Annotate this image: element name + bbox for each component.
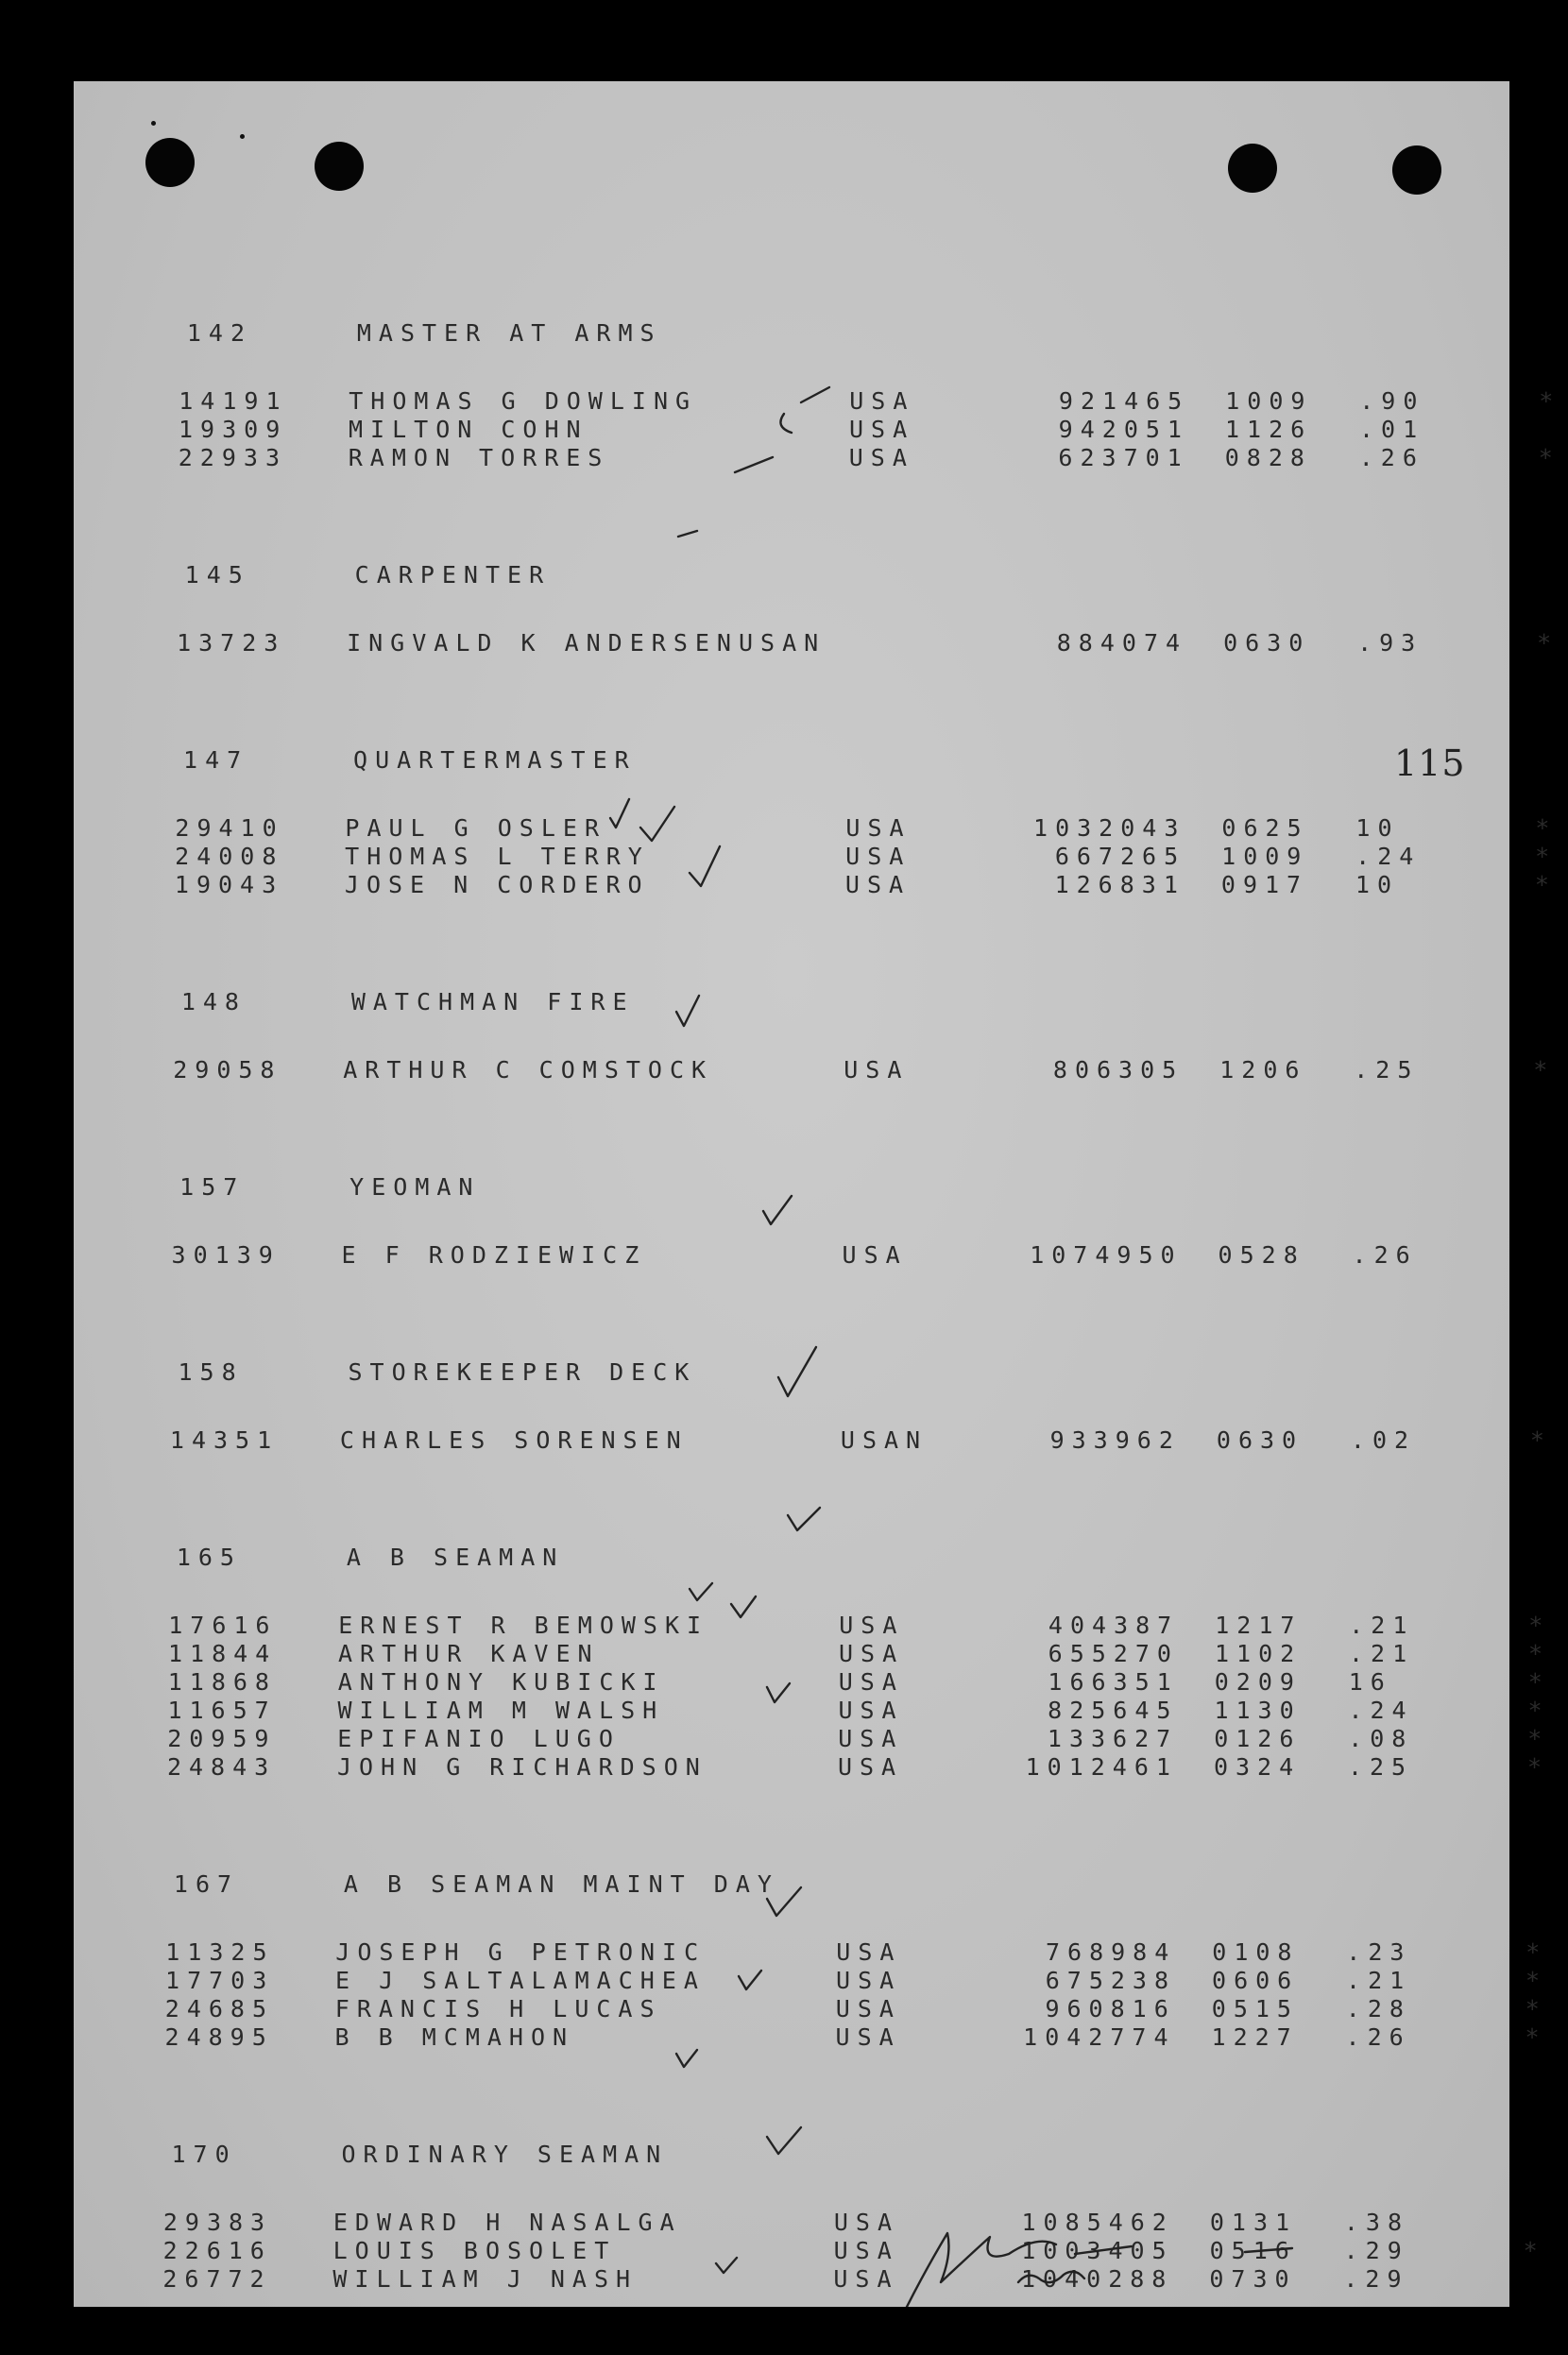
asterisk-mark: * [1525,1995,1540,2022]
account-number: 623701 [1058,444,1189,471]
employee-name: EPIFANIO LUGO [337,1725,621,1752]
employee-number: 14351 [169,1426,280,1454]
section-code: 142 [186,319,252,347]
citizenship: USA [836,1967,902,1994]
date-code: 0131 [1209,2209,1298,2236]
date-code: 0108 [1212,1938,1300,1966]
employee-number: 20959 [167,1725,277,1752]
section-code: 170 [171,2141,237,2168]
asterisk-mark: * [1527,1640,1543,1667]
date-code: 1009 [1225,387,1313,415]
employee-name: ERNEST R BEMOWSKI [338,1612,709,1639]
date-code: 0528 [1218,1241,1305,1269]
account-number: 1042774 [1023,2023,1176,2051]
citizenship: USA [833,2209,899,2236]
rate-value: .24 [1348,1697,1414,1724]
employee-name: E F RODZIEWICZ [341,1241,647,1269]
asterisk-mark: * [1526,1753,1542,1781]
paper-speck [151,121,156,126]
employee-number: 29383 [162,2209,273,2236]
employee-number: 22933 [178,444,287,471]
employee-number: 11657 [167,1697,277,1724]
date-code: 1227 [1211,2023,1299,2051]
section-title: YEOMAN [349,1173,481,1201]
section-title: CARPENTER [354,561,552,589]
section-code: 158 [178,1358,244,1386]
account-number: 404387 [1048,1612,1180,1639]
account-number: 1012461 [1025,1753,1178,1781]
rate-value: .23 [1346,1938,1412,1966]
section-title: A B SEAMAN MAINT DAY [343,1870,779,1898]
employee-name: B B MCMAHON [334,2023,575,2051]
punch-hole-right-1 [1228,144,1277,193]
asterisk-mark: * [1527,1668,1542,1696]
asterisk-mark: * [1528,1612,1543,1639]
punch-hole-right-2 [1392,145,1441,195]
rate-value: .21 [1348,1640,1415,1667]
section-title: WATCHMAN FIRE [350,988,635,1015]
section-code: 145 [184,561,250,589]
rate-value: 10 [1355,814,1400,842]
employee-number: 14191 [179,387,288,415]
rate-value: .21 [1349,1612,1415,1639]
account-number: 1032043 [1033,814,1186,842]
rate-value: .29 [1343,2237,1409,2264]
section-code: 147 [183,746,249,774]
employee-name: JOSEPH G PETRONIC [335,1938,707,1966]
account-number: 825645 [1048,1697,1179,1724]
date-code: 0828 [1224,444,1312,471]
citizenship: USA [838,1668,904,1696]
citizenship: USA [839,1612,905,1639]
rate-value: .26 [1345,2023,1411,2051]
account-number: 126831 [1054,871,1185,898]
account-number: 921465 [1058,387,1190,415]
asterisk-mark: * [1527,1725,1542,1752]
employee-name: JOHN G RICHARDSON [336,1753,707,1781]
section-code: 148 [180,988,247,1015]
employee-number: 19309 [178,416,288,443]
employee-number: 24008 [175,843,284,870]
asterisk-mark: * [1525,1938,1541,1966]
employee-name: WILLIAM M WALSH [337,1697,665,1724]
citizenship: USA [844,871,912,898]
section-title: STOREKEEPER DECK [348,1358,697,1386]
asterisk-mark: * [1539,387,1554,415]
asterisk-mark: * [1527,1697,1542,1724]
rate-value: .93 [1357,629,1423,657]
date-code: 0730 [1209,2265,1297,2293]
employee-name: WILLIAM J NASH [332,2265,639,2293]
employee-number: 29410 [175,814,284,842]
employee-number: 26772 [162,2265,272,2293]
employee-name: THOMAS G DOWLING [349,387,698,415]
citizenship: USA [835,2023,901,2051]
citizenship: USA [838,1725,904,1752]
employee-number: 11844 [167,1640,278,1667]
rate-value: .24 [1355,843,1422,870]
employee-name: JOSE N CORDERO [344,871,650,898]
page-number: 115 [1394,742,1466,784]
date-code: 0625 [1221,814,1309,842]
asterisk-mark: * [1534,871,1549,898]
employee-name: E J SALTALAMACHEA [335,1967,706,1994]
citizenship: USA [838,1697,904,1724]
section-title: A B SEAMAN [346,1544,565,1571]
rate-value: .25 [1347,1753,1414,1781]
citizenship: USAN [840,1426,929,1454]
paper-speck [240,134,245,139]
date-code: 1009 [1221,843,1309,870]
employee-number: 17616 [168,1612,278,1639]
employee-number: 24685 [164,1995,275,2022]
citizenship: USA [844,1056,910,1084]
account-number: 655270 [1048,1640,1179,1667]
rate-value: 10 [1355,871,1399,898]
employee-number: 19043 [174,871,284,898]
rate-value: .29 [1343,2265,1409,2293]
section-title: ORDINARY SEAMAN [341,2141,669,2168]
citizenship: USA [833,2237,899,2264]
rate-value: .08 [1348,1725,1414,1752]
citizenship: USA [837,1753,904,1781]
citizenship: USA [848,444,914,471]
asterisk-mark: * [1535,843,1550,870]
section-code: 165 [176,1544,242,1571]
citizenship: USA [845,814,912,842]
account-number: 1003405 [1021,2237,1174,2264]
citizenship: USA [842,1241,908,1269]
employee-name: ANTHONY KUBICKI [337,1668,665,1696]
date-code: 1217 [1215,1612,1303,1639]
employee-number: 17703 [165,1967,275,1994]
account-number: 960816 [1045,1995,1176,2022]
punch-hole-left-1 [145,138,195,187]
date-code: 0324 [1213,1753,1302,1781]
account-number: 942051 [1058,416,1189,443]
employee-name: INGVALD K ANDERSENUSAN [347,629,827,657]
section-title: MASTER AT ARMS [356,319,662,347]
date-code: 0126 [1214,1725,1302,1752]
employee-name: ARTHUR KAVEN [337,1640,600,1667]
rate-value: .01 [1358,416,1425,443]
asterisk-mark: * [1533,1056,1548,1084]
rate-value: .02 [1350,1426,1417,1454]
account-number: 768984 [1045,1938,1177,1966]
asterisk-mark: * [1523,2237,1538,2264]
account-number: 667265 [1054,843,1186,870]
employee-number: 24843 [166,1753,277,1781]
employee-name: LOUIS BOSOLET [332,2237,617,2264]
date-code: 0630 [1223,629,1311,657]
date-code: 0630 [1216,1426,1304,1454]
employee-number: 30139 [171,1241,281,1269]
employee-number: 13723 [177,629,286,657]
date-code: 0209 [1214,1668,1302,1696]
document-page [74,81,1554,2307]
rate-value: .25 [1354,1056,1420,1084]
employee-number: 24895 [164,2023,274,2051]
account-number: 166351 [1048,1668,1179,1696]
employee-number: 11868 [167,1668,277,1696]
account-number: 1085462 [1021,2209,1174,2236]
employee-number: 29058 [173,1056,282,1084]
employee-name: MILTON COHN [348,416,588,443]
account-number: 1074950 [1030,1241,1183,1269]
asterisk-mark: * [1525,1967,1541,1994]
rate-value: .26 [1352,1241,1418,1269]
citizenship: USA [833,2265,899,2293]
section-title: QUARTERMASTER [353,746,637,774]
employee-name: EDWARD H NASALGA [332,2209,682,2236]
asterisk-mark: * [1535,814,1550,842]
citizenship: USA [838,1640,905,1667]
rate-value: .28 [1345,1995,1411,2022]
rate-value: .90 [1359,387,1425,415]
account-number: 133627 [1047,1725,1179,1752]
rate-value: .38 [1343,2209,1409,2236]
employee-number: 11325 [165,1938,275,1966]
citizenship: USA [849,387,915,415]
employee-name: FRANCIS H LUCAS [334,1995,662,2022]
section-code: 167 [173,1870,240,1898]
rate-value: .26 [1358,444,1424,471]
account-number: 933962 [1049,1426,1181,1454]
account-number: 1040288 [1020,2265,1174,2293]
date-code: 0917 [1220,871,1309,898]
account-number: 806305 [1052,1056,1185,1084]
account-number: 884074 [1056,629,1188,657]
asterisk-mark: * [1529,1426,1544,1454]
citizenship: USA [848,416,915,443]
punch-hole-left-2 [315,142,364,191]
rate-value: 16 [1348,1668,1392,1696]
date-code: 0606 [1212,1967,1300,1994]
employee-name: CHARLES SORENSEN [339,1426,689,1454]
date-code: 1102 [1214,1640,1303,1667]
employee-name: PAUL G OSLER [345,814,607,842]
citizenship: USA [845,843,912,870]
employee-name: THOMAS L TERRY [345,843,650,870]
citizenship: USA [836,1938,902,1966]
date-code: 1126 [1224,416,1313,443]
asterisk-mark: * [1538,444,1553,471]
date-code: 1206 [1219,1056,1307,1084]
employee-number: 22616 [162,2237,272,2264]
asterisk-mark: * [1525,2023,1540,2051]
date-code: 0516 [1209,2237,1297,2264]
employee-name: RAMON TORRES [348,444,610,471]
account-number: 675238 [1045,1967,1177,1994]
section-code: 157 [179,1173,246,1201]
date-code: 1130 [1214,1697,1302,1724]
asterisk-mark: * [1537,629,1552,657]
date-code: 0515 [1211,1995,1299,2022]
citizenship: USA [835,1995,901,2022]
employee-name: ARTHUR C COMSTOCK [343,1056,714,1084]
rate-value: .21 [1346,1967,1412,1994]
